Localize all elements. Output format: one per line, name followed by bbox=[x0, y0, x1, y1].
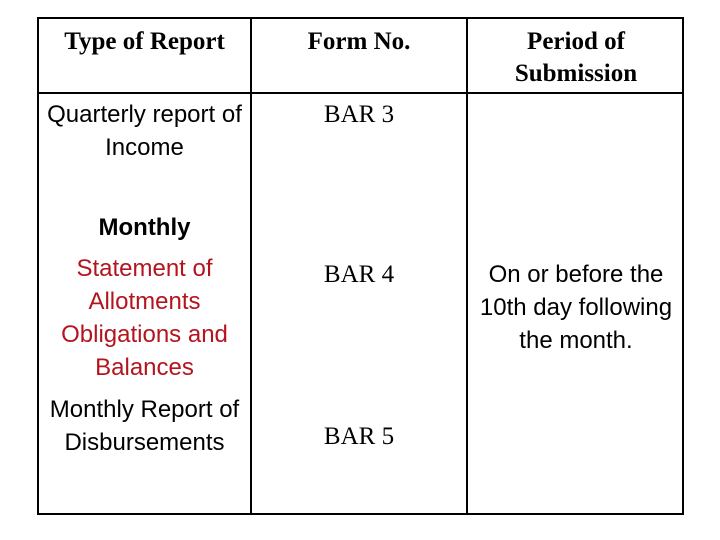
header-period-of-submission: Period of Submission bbox=[514, 28, 638, 87]
header-divider bbox=[37, 92, 684, 94]
header-type-of-report: Type of Report bbox=[64, 28, 225, 55]
row3-type: Monthly Report of Disbursements bbox=[49, 396, 240, 456]
row2-type-body: Statement of Allotments Obligations and Balances bbox=[61, 255, 228, 381]
header-form-no: Form No. bbox=[307, 28, 411, 55]
row1-form: BAR 3 bbox=[323, 101, 395, 128]
row3-form: BAR 5 bbox=[323, 423, 395, 450]
row2-form: BAR 4 bbox=[323, 261, 395, 288]
row1-type: Quarterly report of Income bbox=[47, 101, 242, 161]
row2-type-title: Monthly bbox=[98, 214, 191, 241]
row2-period: On or before the 10th day following the month. bbox=[479, 261, 673, 354]
